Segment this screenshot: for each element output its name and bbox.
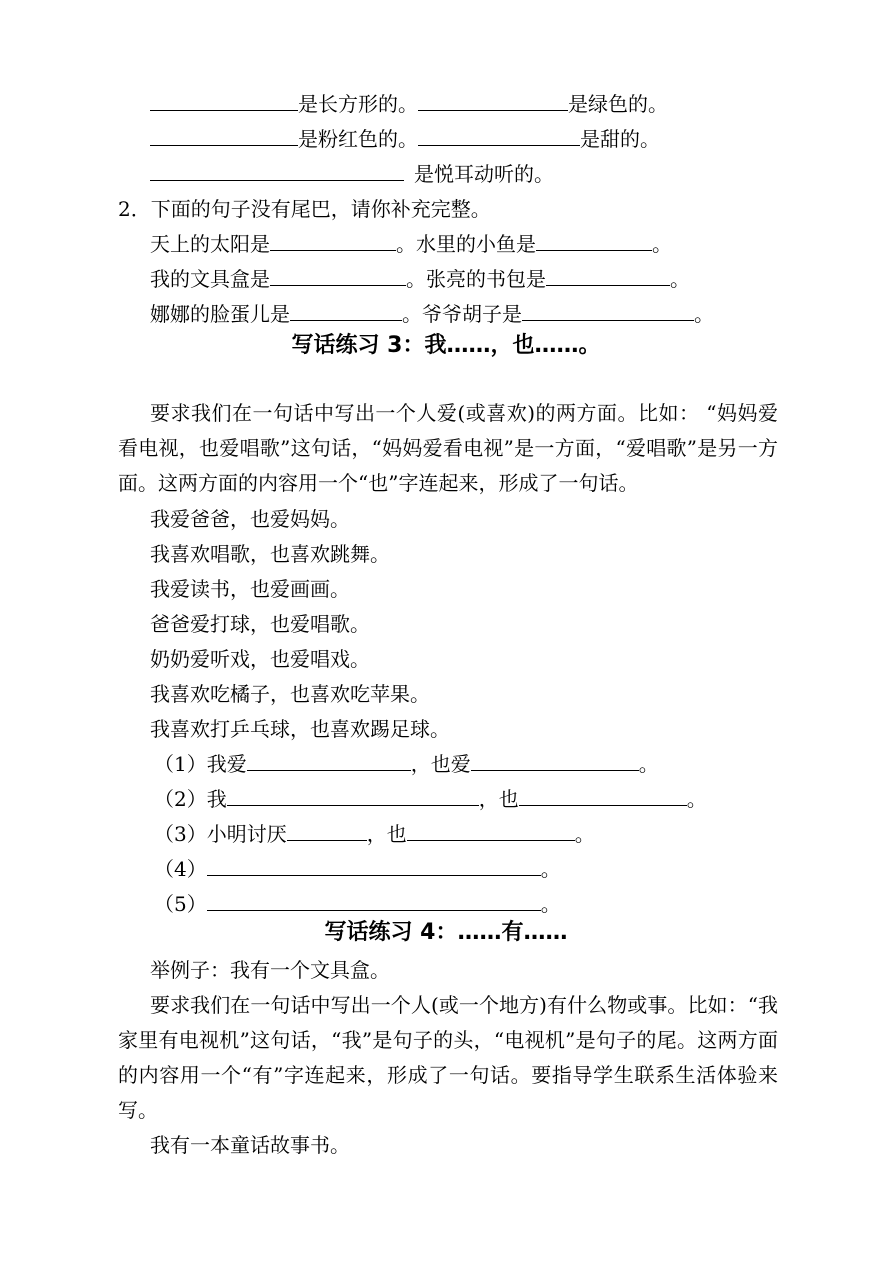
fill-row <box>150 267 690 291</box>
row-text: 我爱 <box>206 752 247 776</box>
row-text: 。 <box>686 787 707 811</box>
row-text: ，也 <box>366 822 407 846</box>
section-heading: 写话练习 4：……有…… <box>324 920 568 945</box>
row-text: 我的文具盒是 <box>150 267 270 291</box>
answer-blank[interactable] <box>471 752 639 771</box>
example-sentence: 我喜欢唱歌，也喜欢跳舞。 <box>150 542 390 566</box>
fill-row <box>150 302 714 326</box>
answer-blank[interactable] <box>207 857 541 876</box>
exercise-number: （5） <box>154 892 207 916</box>
row-text: 我 <box>206 787 227 811</box>
answer-blank[interactable] <box>407 822 575 841</box>
exercise-row <box>154 787 707 811</box>
answer-blank[interactable] <box>247 752 411 771</box>
row-text: 。 <box>694 302 714 326</box>
answer-blank[interactable] <box>227 787 479 806</box>
row-text: 。 <box>540 892 561 916</box>
example-sentence: 我爱读书，也爱画画。 <box>150 577 350 601</box>
instruction-paragraph: 要求我们在一句话中写出一个人(或一个地方)有什么物或事。比如：“我家里有电视机”这句话，“我”是句子的头，“电视机”是句子的尾。这两方面的内容用一个“有”字连起来，形成了一句话。要指导学生联系生活体验来写。 <box>118 993 778 1122</box>
answer-blank[interactable] <box>150 162 404 181</box>
row-text: ，也 <box>478 787 519 811</box>
example-sentence: 我爱爸爸，也爱妈妈。 <box>150 507 350 531</box>
answer-blank[interactable] <box>207 892 541 911</box>
row-text: 是长方形的。 <box>298 92 418 116</box>
exercise-row <box>154 822 595 846</box>
example-sentence: 爸爸爱打球，也爱唱歌。 <box>150 612 370 636</box>
row-text: 。爷爷胡子是 <box>402 302 522 326</box>
row-text: 是悦耳动听的。 <box>414 162 554 186</box>
exercise-number: （4） <box>154 857 207 881</box>
question-title: 2．下面的句子没有尾巴，请你补充完整。 <box>118 197 491 221</box>
row-text: 。 <box>638 752 659 776</box>
answer-blank[interactable] <box>418 127 580 146</box>
row-text: 娜娜的脸蛋儿是 <box>150 302 290 326</box>
answer-blank[interactable] <box>290 302 402 321</box>
instruction-paragraph: 要求我们在一句话中写出一个人爱(或喜欢)的两方面。比如： “妈妈爱看电视，也爱唱歌”这句话，“妈妈爱看电视”是一方面，“爱唱歌”是另一方面。这两方面的内容用一个“也”字连起来，形成了一句话。 <box>118 401 778 495</box>
exercise-number: （2） <box>154 787 207 811</box>
answer-blank[interactable] <box>519 787 687 806</box>
fill-row <box>150 127 660 151</box>
row-text: 天上的太阳是 <box>150 232 270 256</box>
row-text: 小明讨厌 <box>206 822 287 846</box>
exercise-row <box>154 857 561 881</box>
row-text: 。张亮的书包是 <box>406 267 546 291</box>
answer-blank[interactable] <box>287 822 367 841</box>
answer-blank[interactable] <box>418 92 568 111</box>
row-text: 。 <box>574 822 595 846</box>
row-text: ，也爱 <box>410 752 471 776</box>
section-heading: 写话练习 3：我……，也……。 <box>291 333 601 358</box>
fill-row <box>150 92 668 116</box>
example-sentence: 奶奶爱听戏，也爱唱戏。 <box>150 647 370 671</box>
exercise-row <box>154 892 561 916</box>
row-text: 。 <box>670 267 690 291</box>
answer-blank[interactable] <box>546 267 670 286</box>
fill-row <box>150 232 672 256</box>
example-sentence: 我有一本童话故事书。 <box>150 1133 350 1157</box>
example-sentence: 我喜欢吃橘子，也喜欢吃苹果。 <box>150 682 430 706</box>
row-text: 。 <box>540 857 561 881</box>
fill-row <box>150 162 554 186</box>
answer-blank[interactable] <box>270 267 406 286</box>
example-sentence: 举例子：我有一个文具盒。 <box>150 958 390 982</box>
example-sentence: 我喜欢打乒乓球，也喜欢踢足球。 <box>150 717 450 741</box>
answer-blank[interactable] <box>270 232 396 251</box>
answer-blank[interactable] <box>150 92 298 111</box>
exercise-row <box>154 752 659 776</box>
answer-blank[interactable] <box>150 127 298 146</box>
row-text: 是粉红色的。 <box>298 127 418 151</box>
answer-blank[interactable] <box>536 232 652 251</box>
row-text: 是绿色的。 <box>568 92 668 116</box>
exercise-number: （3） <box>154 822 207 846</box>
exercise-number: （1） <box>154 752 207 776</box>
answer-blank[interactable] <box>522 302 694 321</box>
row-text: 是甜的。 <box>580 127 660 151</box>
row-text: 。水里的小鱼是 <box>396 232 536 256</box>
row-text: 。 <box>652 232 672 256</box>
